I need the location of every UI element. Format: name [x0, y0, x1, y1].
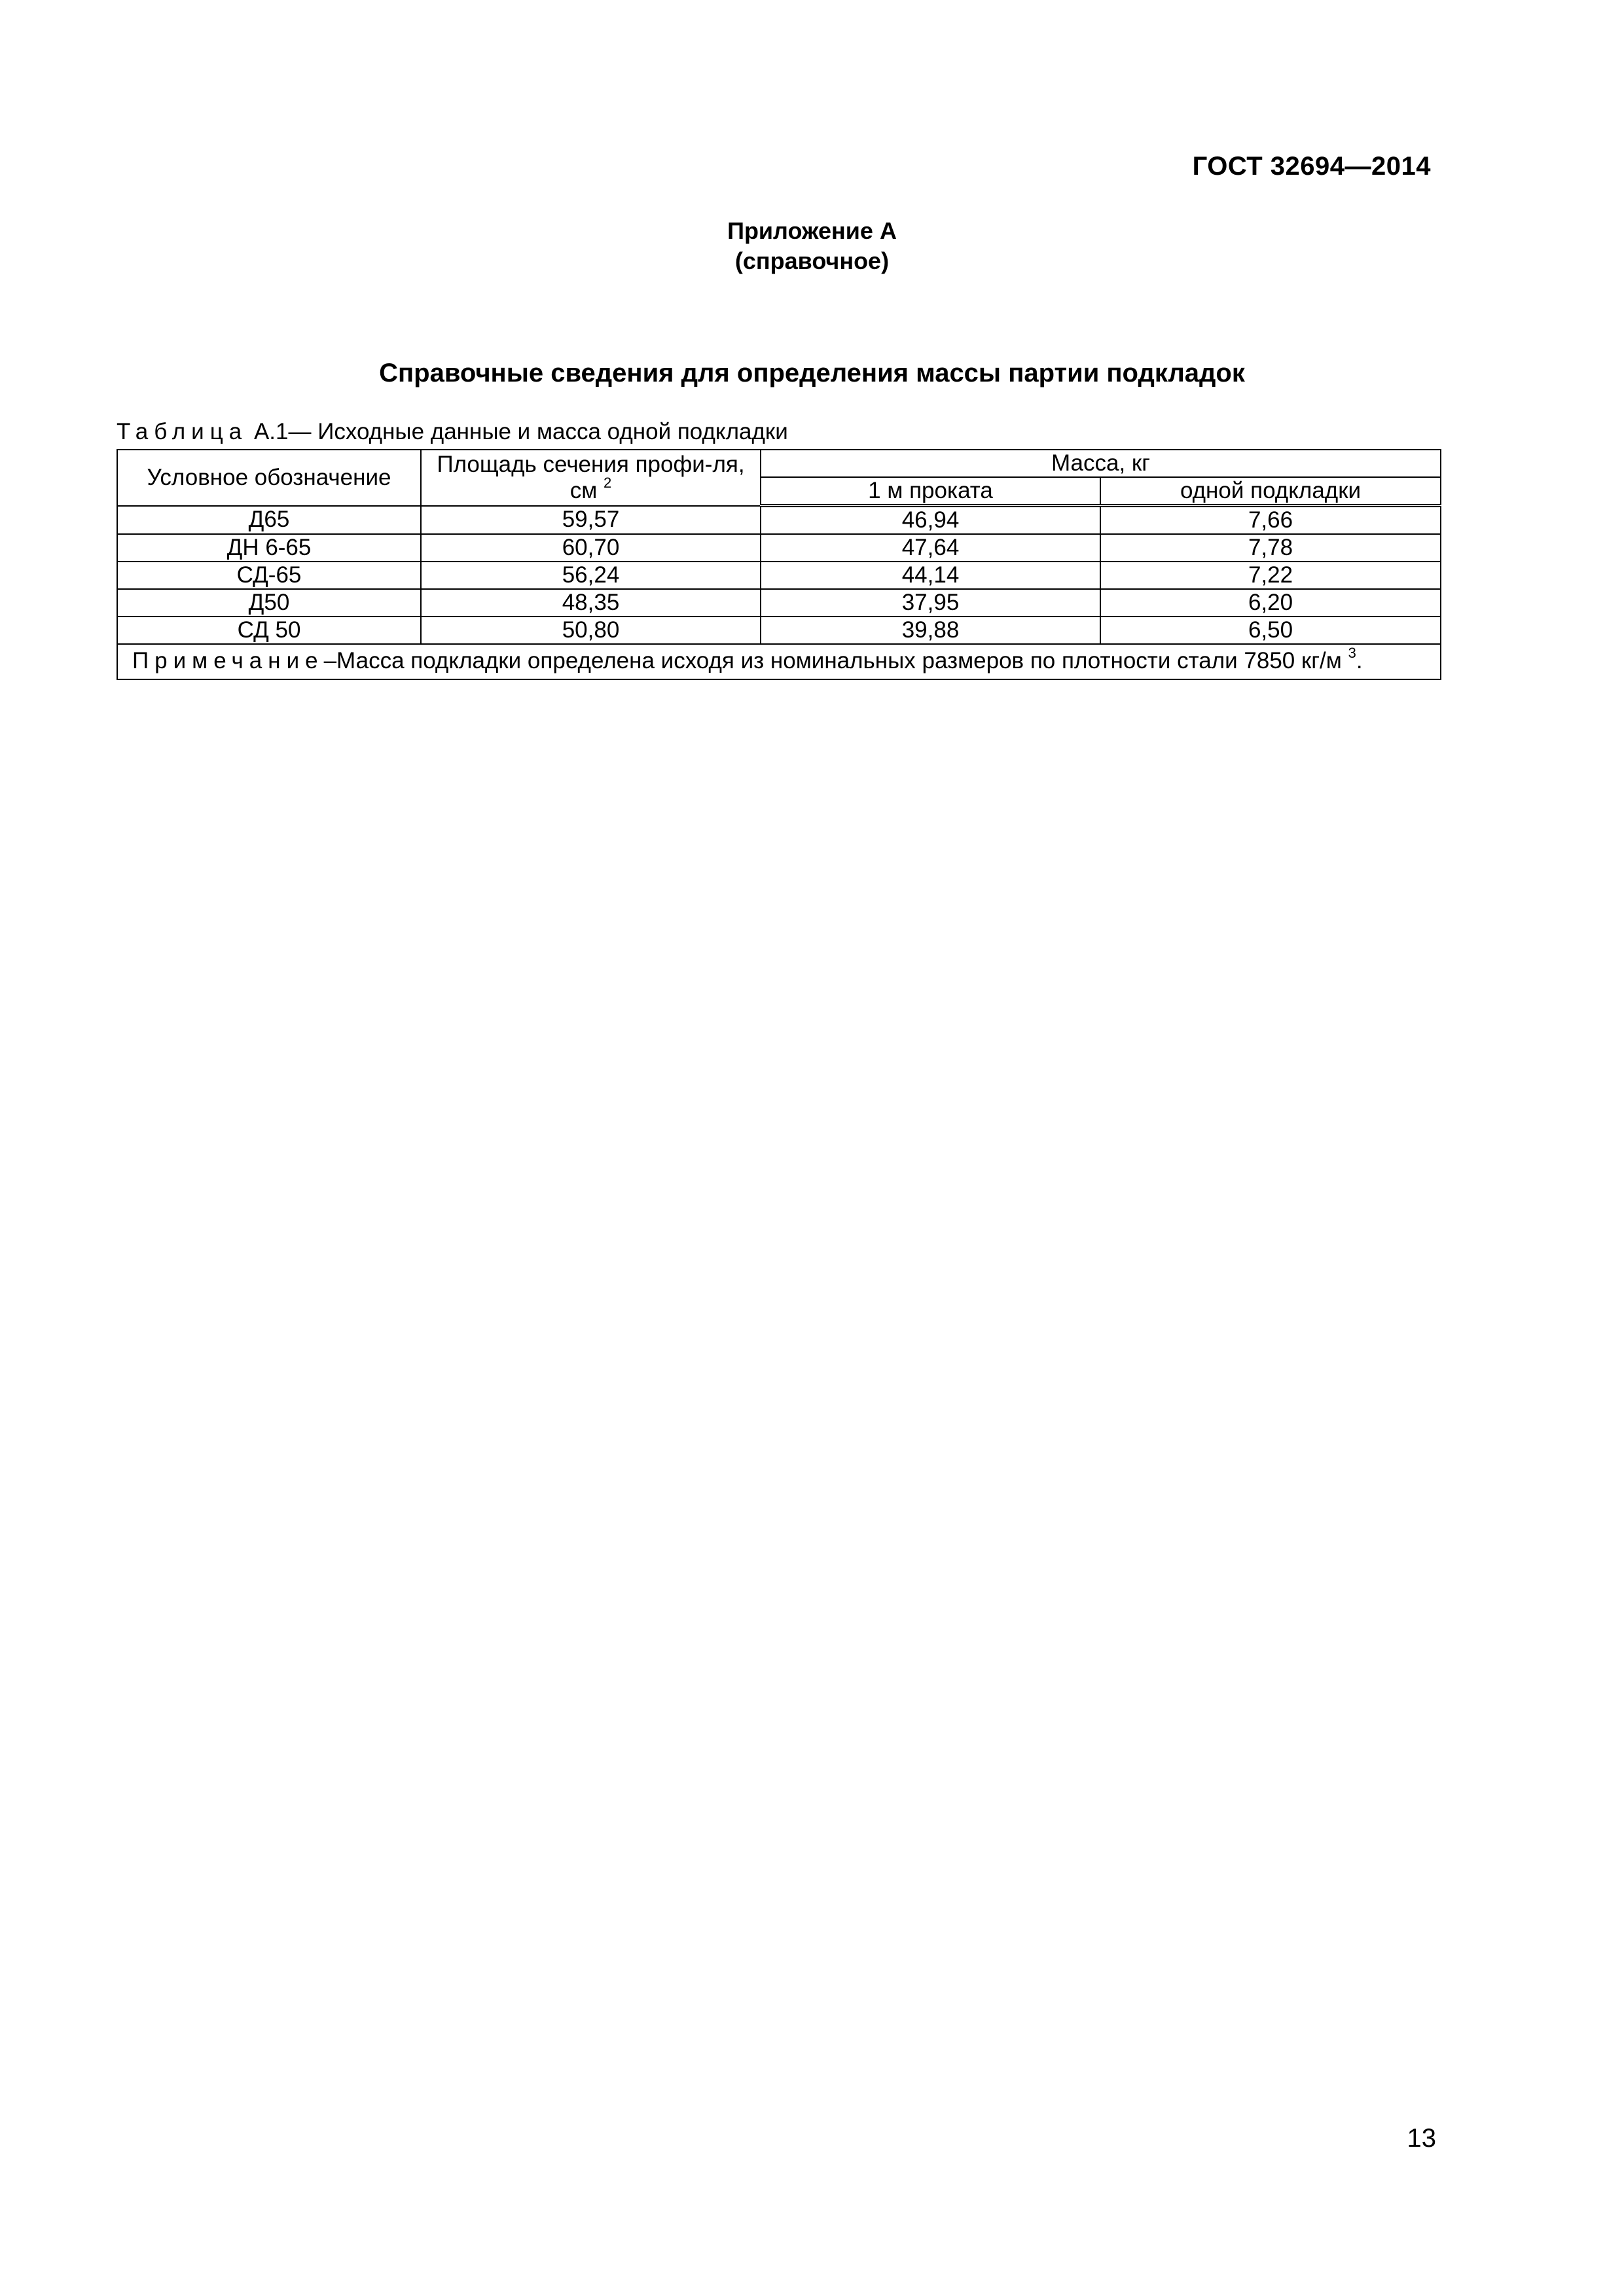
cell-mass-per-piece: 6,20: [1100, 589, 1441, 617]
table-note-row: [117, 644, 1441, 679]
cell-area: 60,70: [421, 534, 761, 562]
appendix-title: Приложение А: [727, 217, 897, 244]
header-area-text: Площадь сечения профи-ля, см: [437, 451, 745, 503]
cell-area: 48,35: [421, 589, 761, 617]
mass-table: [117, 449, 1441, 680]
cell-area: 59,57: [421, 506, 761, 535]
table-row: [117, 506, 1441, 535]
cell-area: 50,80: [421, 617, 761, 644]
cell-mass-per-piece: 7,78: [1100, 534, 1441, 562]
table-note: [117, 644, 1441, 679]
cell-mass-per-meter: 37,95: [761, 589, 1100, 617]
cell-designation: СД 50: [117, 617, 421, 644]
table-row: [117, 534, 1441, 562]
header-area-sup: 2: [604, 474, 612, 491]
cell-mass-per-meter: 46,94: [761, 506, 1100, 535]
cell-mass-per-meter: 39,88: [761, 617, 1100, 644]
note-label: Примечание: [132, 648, 324, 673]
note-text: –Масса подкладки определена исходя из номинальных размеров по плотности стали 7850 кг/м: [323, 648, 1342, 673]
note-sup: 3: [1348, 645, 1356, 661]
header-mass: Масса, кг: [761, 450, 1441, 477]
cell-mass-per-meter: 47,64: [761, 534, 1100, 562]
header-designation: Условное обозначение: [117, 450, 421, 506]
cell-mass-per-piece: 7,22: [1100, 562, 1441, 589]
appendix-subtitle: (справочное): [734, 247, 890, 274]
cell-mass-per-meter: 44,14: [761, 562, 1100, 589]
note-end: .: [1356, 648, 1363, 673]
cell-designation: СД-65: [117, 562, 421, 589]
appendix-heading: [0, 216, 1624, 276]
table-row: [117, 589, 1441, 617]
cell-designation: ДН 6-65: [117, 534, 421, 562]
header-mass-per-meter: 1 м проката: [761, 477, 1100, 506]
cell-designation: Д65: [117, 506, 421, 535]
cell-mass-per-piece: 7,66: [1100, 506, 1441, 535]
table-row: [117, 617, 1441, 644]
cell-designation: Д50: [117, 589, 421, 617]
header-area: [421, 450, 761, 506]
section-title: Справочные сведения для определения массы партии подкладок: [379, 359, 1245, 387]
table-caption: [117, 419, 788, 445]
table-caption-label: Таблица: [117, 419, 248, 444]
header-mass-per-piece: одной подкладки: [1100, 477, 1441, 506]
cell-area: 56,24: [421, 562, 761, 589]
table-row: [117, 562, 1441, 589]
document-code: ГОСТ 32694—2014: [1192, 152, 1431, 181]
cell-mass-per-piece: 6,50: [1100, 617, 1441, 644]
table-caption-text: А.1— Исходные данные и масса одной подкладки: [247, 419, 788, 444]
page-number: 13: [1407, 2124, 1436, 2153]
